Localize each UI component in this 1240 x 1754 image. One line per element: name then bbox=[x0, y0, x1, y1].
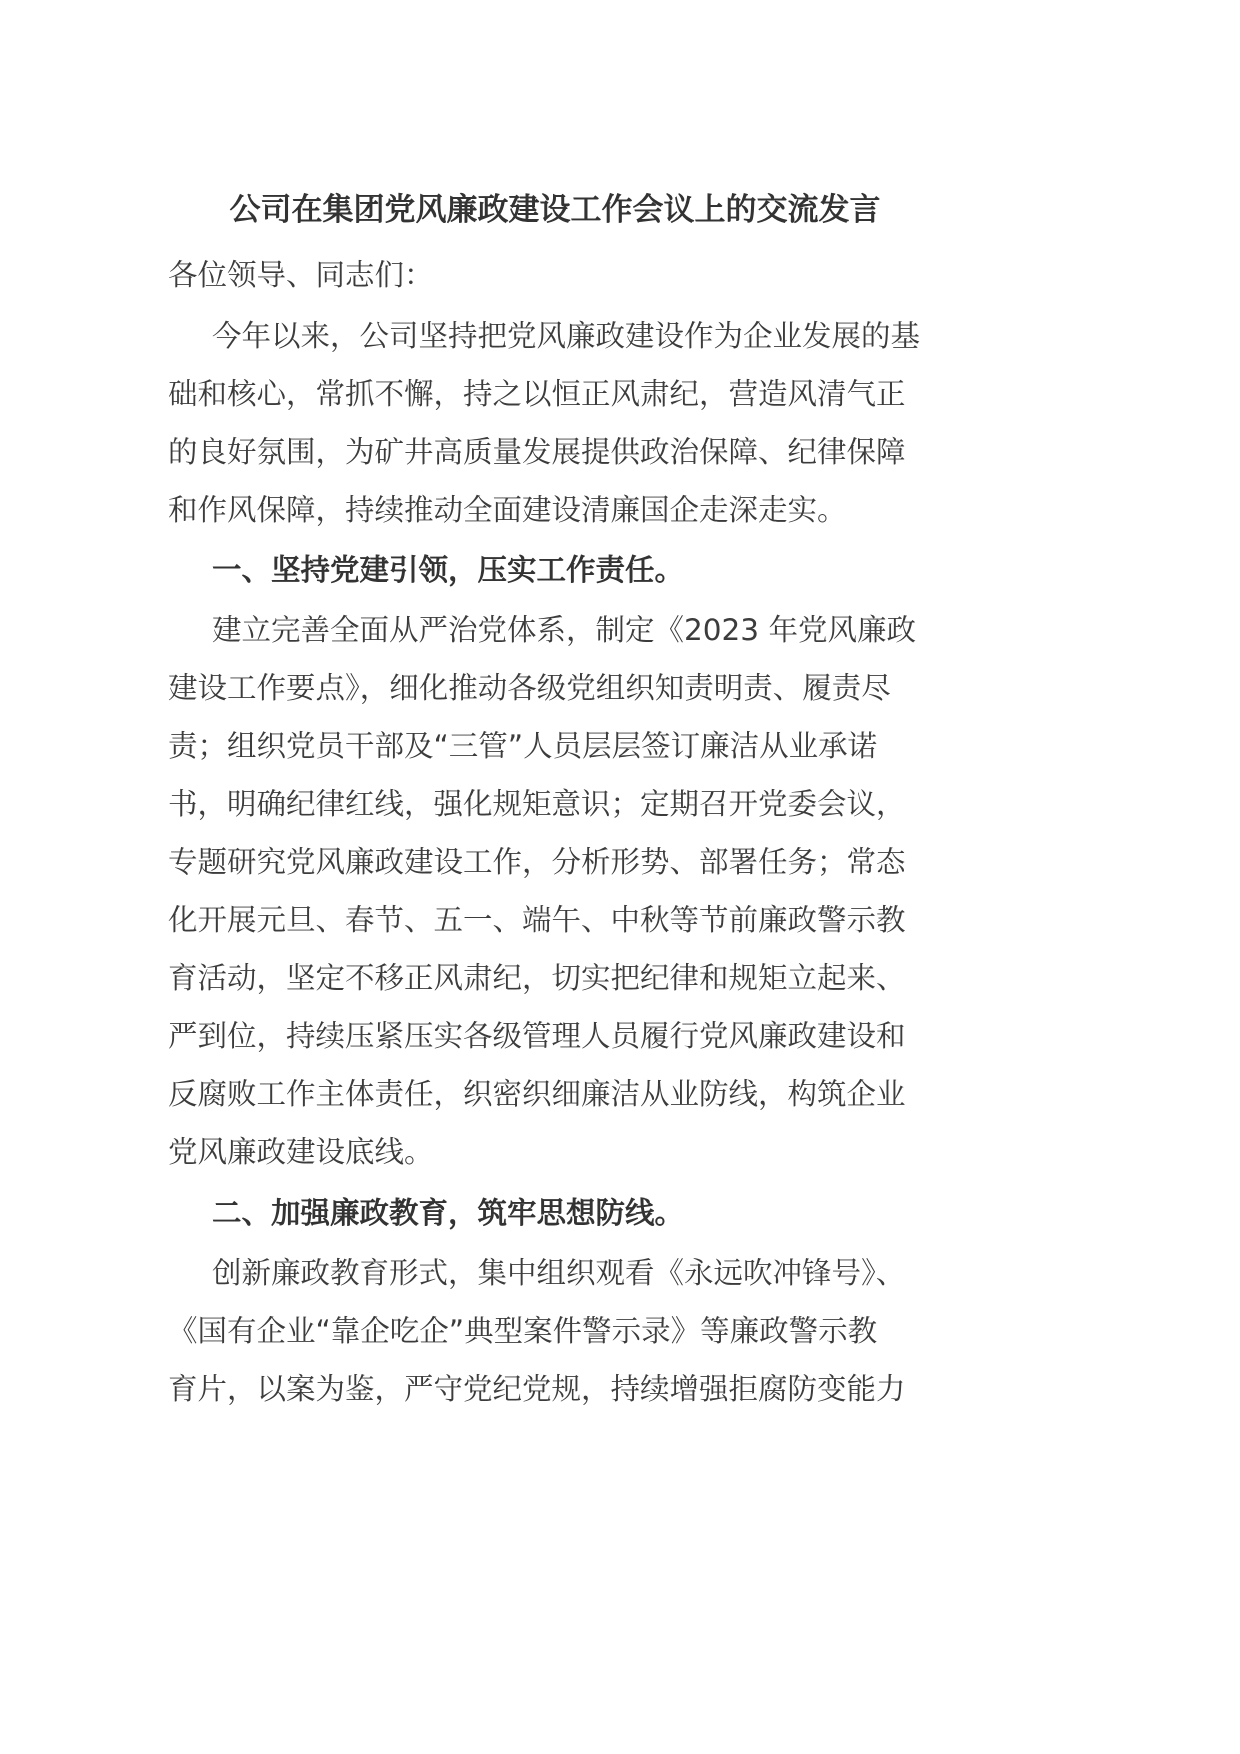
paragraph-line: 育活动，坚定不移正风肃纪，切实把纪律和规矩立起来、 bbox=[168, 961, 906, 995]
paragraph-line: 建立完善全面从严治党体系，制定《2023 年党风廉政 bbox=[212, 613, 916, 647]
paragraph-line: 创新廉政教育形式，集中组织观看《永远吹冲锋号》、 bbox=[212, 1256, 906, 1290]
paragraph-line: 今年以来，公司坚持把党风廉政建设作为企业发展的基 bbox=[212, 319, 921, 353]
paragraph-line: 的良好氛围，为矿井高质量发展提供政治保障、纪律保障 bbox=[168, 435, 906, 469]
paragraph-line: 《国有企业“靠企吃企”典型案件警示录》等廉政警示教 bbox=[168, 1314, 878, 1348]
paragraph-line: 责；组织党员干部及“三管”人员层层签订廉洁从业承诺 bbox=[168, 729, 878, 763]
paragraph-line: 础和核心，常抓不懈，持之以恒正风肃纪，营造风清气正 bbox=[168, 377, 906, 411]
paragraph-line: 和作风保障，持续推动全面建设清廉国企走深走实。 bbox=[168, 493, 847, 527]
paragraph-line: 育片，以案为鉴，严守党纪党规，持续增强拒腐防变能力 bbox=[168, 1372, 906, 1406]
paragraph-line: 化开展元旦、春节、五一、端午、中秋等节前廉政警示教 bbox=[168, 903, 906, 937]
paragraph-line: 专题研究党风廉政建设工作，分析形势、部署任务；常态 bbox=[168, 845, 906, 879]
paragraph-line: 党风廉政建设底线。 bbox=[168, 1135, 434, 1169]
paragraph-line: 反腐败工作主体责任，织密织细廉洁从业防线，构筑企业 bbox=[168, 1077, 906, 1111]
paragraph-line: 严到位，持续压紧压实各级管理人员履行党风廉政建设和 bbox=[168, 1019, 906, 1053]
section-heading: 一、坚持党建引领，压实工作责任。 bbox=[212, 553, 685, 587]
salutation: 各位领导、同志们： bbox=[168, 258, 434, 292]
paragraph-line: 书，明确纪律红线，强化规矩意识；定期召开党委会议， bbox=[168, 787, 906, 821]
paragraph-line: 建设工作要点》，细化推动各级党组织知责明责、履责尽 bbox=[168, 671, 891, 705]
document-title: 公司在集团党风廉政建设工作会议上的交流发言 bbox=[229, 192, 881, 228]
section-heading: 二、加强廉政教育，筑牢思想防线。 bbox=[212, 1196, 685, 1230]
